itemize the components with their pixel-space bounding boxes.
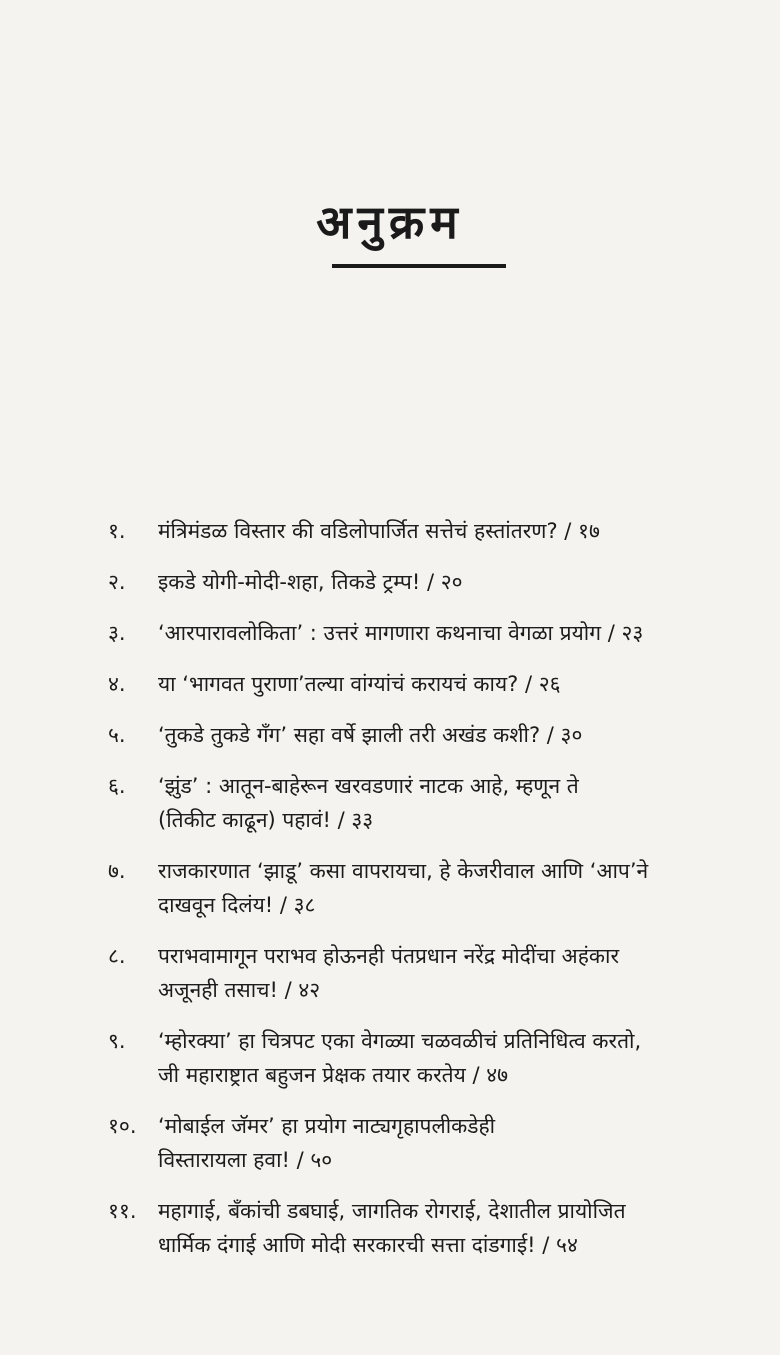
toc-entry-title xyxy=(158,1109,738,1177)
toc-entry-number: ७. xyxy=(108,859,126,883)
title-underline xyxy=(332,264,506,268)
toc-entry-number: ३. xyxy=(108,621,126,645)
toc-entry-title xyxy=(158,1024,738,1092)
table-of-contents xyxy=(0,514,780,1279)
toc-entry xyxy=(0,616,780,650)
toc-entry xyxy=(0,667,780,701)
toc-entry-number: ८. xyxy=(108,944,126,968)
toc-entry-line: ‘मोबाईल जॅमर’ हा प्रयोग नाट्यगृहापलीकडेही xyxy=(158,1114,496,1138)
toc-entry-line: विस्तारायला हवा! / ५० xyxy=(158,1148,333,1172)
toc-entry-line: ‘म्होरक्या’ हा चित्रपट एका वेगळ्या चळवळीचं प्रतिनिधित्व करतो, xyxy=(158,1029,642,1053)
toc-entry-line: जी महाराष्ट्रात बहुजन प्रेक्षक तयार करतेय / ४७ xyxy=(158,1063,509,1087)
toc-entry-title xyxy=(158,616,738,650)
toc-entry xyxy=(0,769,780,837)
toc-entry-number: ११. xyxy=(108,1199,137,1223)
toc-entry-title xyxy=(158,514,738,548)
toc-entry xyxy=(0,514,780,548)
toc-entry-title xyxy=(158,854,738,922)
toc-entry-number: ५. xyxy=(108,723,126,747)
toc-entry xyxy=(0,1109,780,1177)
toc-entry-line: अजूनही तसाच! / ४२ xyxy=(158,978,321,1002)
toc-entry xyxy=(0,565,780,599)
toc-entry-line: महागाई, बँकांची डबघाई, जागतिक रोगराई, देशातील प्रायोजित xyxy=(158,1199,626,1223)
toc-entry xyxy=(0,718,780,752)
toc-entry-line: ‘आरपारावलोकिता’ : उत्तरं मागणारा कथनाचा वेगळा प्रयोग / २३ xyxy=(158,621,644,645)
toc-entry-number: ६. xyxy=(108,774,126,798)
page-title: अनुक्रम xyxy=(316,195,464,249)
toc-entry-line: या ‘भागवत पुराणा’तल्या वांग्यांचं करायचं काय? / २६ xyxy=(158,672,561,696)
toc-entry-line: मंत्रिमंडळ विस्तार की वडिलोपार्जित सत्तेचं हस्तांतरण? / १७ xyxy=(158,519,600,543)
toc-entry xyxy=(0,1194,780,1262)
toc-entry xyxy=(0,854,780,922)
toc-entry-line: ‘तुकडे तुकडे गँग’ सहा वर्षे झाली तरी अखंड कशी? / ३० xyxy=(158,723,583,747)
toc-entry xyxy=(0,939,780,1007)
toc-entry-title xyxy=(158,565,738,599)
toc-entry-line: धार्मिक दंगाई आणि मोदी सरकारची सत्ता दांडगाई! / ५४ xyxy=(158,1233,578,1257)
toc-entry-number: २. xyxy=(108,570,126,594)
toc-entry-title xyxy=(158,667,738,701)
toc-entry-line: राजकारणात ‘झाडू’ कसा वापरायचा, हे केजरीवाल आणि ‘आप’ने xyxy=(158,859,649,883)
toc-entry-title xyxy=(158,939,738,1007)
toc-entry-number: ४. xyxy=(108,672,126,696)
toc-entry-title xyxy=(158,769,738,837)
toc-entry-title xyxy=(158,1194,738,1262)
toc-entry-line: दाखवून दिलंय! / ३८ xyxy=(158,893,316,917)
toc-entry-number: ९. xyxy=(108,1029,126,1053)
toc-entry-number: १०. xyxy=(108,1114,137,1138)
toc-entry xyxy=(0,1024,780,1092)
toc-entry-number: १. xyxy=(108,519,126,543)
toc-entry-title xyxy=(158,718,738,752)
toc-entry-line: (तिकीट काढून) पहावं! / ३३ xyxy=(158,808,374,832)
toc-entry-line: इकडे योगी-मोदी-शहा, तिकडे ट्रम्प! / २० xyxy=(158,570,463,594)
toc-entry-line: पराभवामागून पराभव होऊनही पंतप्रधान नरेंद्र मोदींचा अहंकार xyxy=(158,944,620,968)
toc-entry-line: ‘झुंड’ : आतून-बाहेरून खरवडणारं नाटक आहे, म्हणून ते xyxy=(158,774,579,798)
